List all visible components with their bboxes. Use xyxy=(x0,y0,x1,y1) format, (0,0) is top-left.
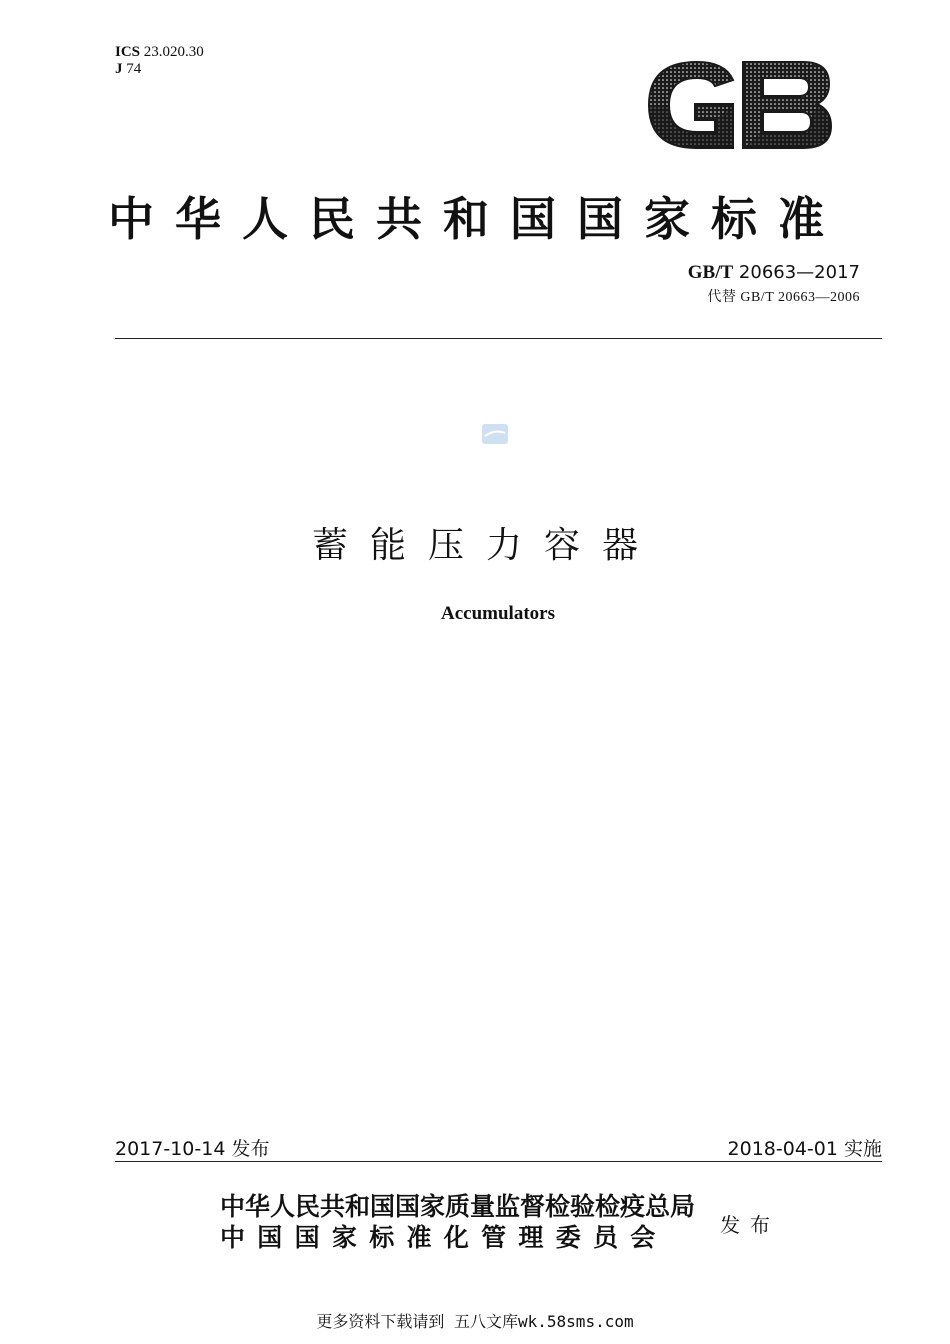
standard-title-chinese: 蓄能压力容器 xyxy=(311,525,660,566)
bottom-divider xyxy=(115,1161,882,1162)
ics-classification xyxy=(115,44,204,78)
standard-number: 20663—2017 xyxy=(738,262,860,283)
top-divider xyxy=(115,338,882,339)
issuer-sac: 中国国家标准化管理委员会 xyxy=(220,1223,668,1252)
ics-label: ICS xyxy=(115,44,141,60)
issuer-aqsiq: 中华人民共和国国家质量监督检验检疫总局 xyxy=(220,1192,696,1221)
national-standard-title: 中华人民共和国国家标准 xyxy=(108,192,845,246)
standard-prefix: GB/T xyxy=(687,262,734,283)
gb-logo xyxy=(645,58,833,152)
ccs-label: J xyxy=(115,61,123,77)
publish-label: 发布 xyxy=(720,1213,780,1237)
issue-date: 2017-10-14 发布 xyxy=(115,1138,270,1160)
standard-number-block xyxy=(688,262,860,306)
ics-code: 23.020.30 xyxy=(143,44,204,60)
issuing-authorities xyxy=(220,1191,695,1253)
ccs-code: 74 xyxy=(126,61,142,77)
footer-download-note: 更多资料下载请到 五八文库wk.58sms.com xyxy=(316,1312,634,1331)
sac-watermark-icon xyxy=(481,423,509,445)
implementation-date: 2018-04-01 实施 xyxy=(727,1138,882,1160)
replaces-standard: 代替 GB/T 20663—2006 xyxy=(707,290,860,305)
standard-title-english: Accumulators xyxy=(441,603,555,624)
